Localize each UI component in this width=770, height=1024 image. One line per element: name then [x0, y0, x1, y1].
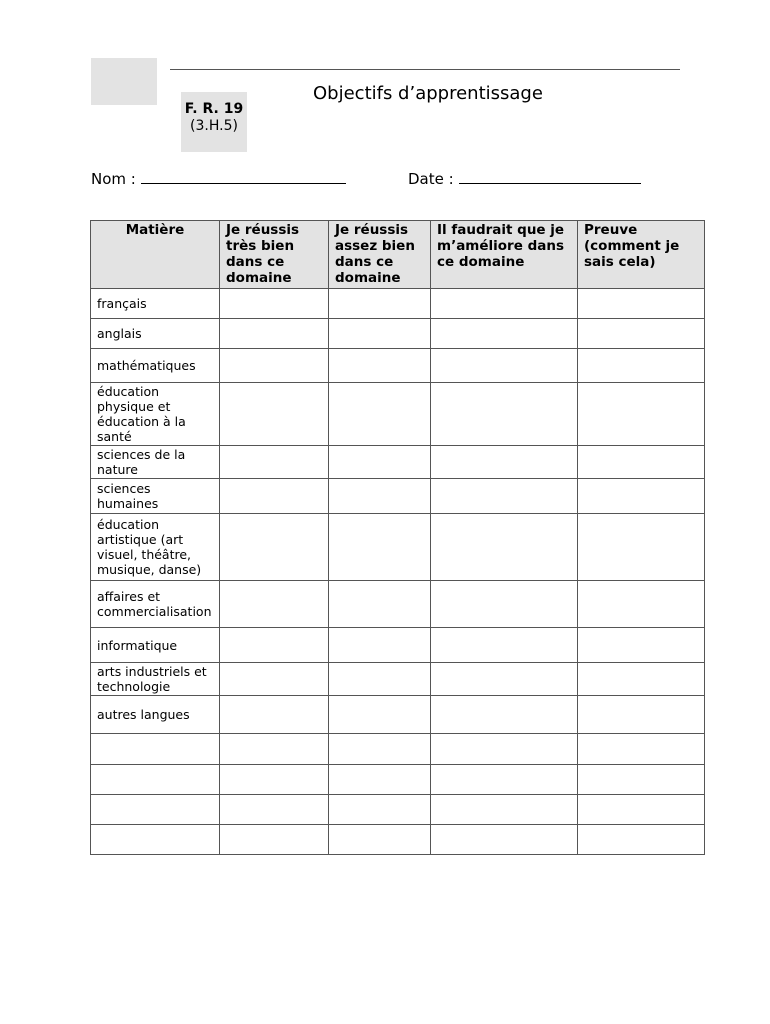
needs-improvement-cell[interactable] [431, 349, 578, 383]
subject-cell: anglais [91, 319, 220, 349]
subject-cell [91, 825, 220, 855]
very-well-cell[interactable] [220, 663, 329, 696]
table-header-row [91, 221, 705, 289]
fairly-well-cell[interactable] [329, 383, 431, 446]
date-field[interactable] [408, 170, 641, 188]
very-well-cell[interactable] [220, 734, 329, 765]
very-well-cell[interactable] [220, 581, 329, 628]
table-row [91, 349, 705, 383]
form-code: F. R. 19 [184, 101, 244, 117]
subject-cell: informatique [91, 628, 220, 663]
table-row [91, 479, 705, 514]
fairly-well-cell[interactable] [329, 825, 431, 855]
table-row [91, 765, 705, 795]
evidence-cell[interactable] [578, 514, 705, 581]
very-well-cell[interactable] [220, 795, 329, 825]
subject-cell: mathématiques [91, 349, 220, 383]
very-well-cell[interactable] [220, 479, 329, 514]
fairly-well-cell[interactable] [329, 514, 431, 581]
fairly-well-cell[interactable] [329, 349, 431, 383]
needs-improvement-cell[interactable] [431, 446, 578, 479]
subject-cell [91, 795, 220, 825]
page-title: Objectifs d’apprentissage [313, 83, 543, 104]
table-row [91, 514, 705, 581]
table-row [91, 446, 705, 479]
evidence-cell[interactable] [578, 289, 705, 319]
name-label: Nom : [91, 170, 136, 188]
needs-improvement-cell[interactable] [431, 479, 578, 514]
header-very-well: Je réussis très bien dans ce domaine [220, 221, 329, 289]
form-section: (3.H.5) [190, 118, 238, 134]
evidence-cell[interactable] [578, 696, 705, 734]
needs-improvement-cell[interactable] [431, 696, 578, 734]
fairly-well-cell[interactable] [329, 446, 431, 479]
evidence-cell[interactable] [578, 349, 705, 383]
subject-cell: éducation physique et éducation à la santé [91, 383, 220, 446]
header-rule [170, 69, 680, 70]
very-well-cell[interactable] [220, 696, 329, 734]
learning-objectives-table [90, 220, 705, 855]
fairly-well-cell[interactable] [329, 765, 431, 795]
needs-improvement-cell[interactable] [431, 319, 578, 349]
subject-cell [91, 765, 220, 795]
table-row [91, 734, 705, 765]
needs-improvement-cell[interactable] [431, 734, 578, 765]
name-blank-line[interactable] [141, 170, 346, 184]
subject-cell: arts industriels et technologie [91, 663, 220, 696]
needs-improvement-cell[interactable] [431, 581, 578, 628]
fairly-well-cell[interactable] [329, 581, 431, 628]
needs-improvement-cell[interactable] [431, 795, 578, 825]
fairly-well-cell[interactable] [329, 734, 431, 765]
very-well-cell[interactable] [220, 825, 329, 855]
table-row [91, 319, 705, 349]
table-row [91, 795, 705, 825]
very-well-cell[interactable] [220, 514, 329, 581]
very-well-cell[interactable] [220, 628, 329, 663]
needs-improvement-cell[interactable] [431, 514, 578, 581]
evidence-cell[interactable] [578, 663, 705, 696]
form-code-box [181, 92, 247, 152]
fairly-well-cell[interactable] [329, 289, 431, 319]
date-label: Date : [408, 170, 454, 188]
header-fairly-well: Je réussis assez bien dans ce domaine [329, 221, 431, 289]
table-row [91, 383, 705, 446]
header-needs-improvement: Il faudrait que je m’améliore dans ce domaine [431, 221, 578, 289]
header-evidence: Preuve (comment je sais cela) [578, 221, 705, 289]
evidence-cell[interactable] [578, 319, 705, 349]
fairly-well-cell[interactable] [329, 628, 431, 663]
subject-cell: affaires et commercialisation [91, 581, 220, 628]
logo-placeholder [91, 58, 157, 105]
table-row [91, 696, 705, 734]
evidence-cell[interactable] [578, 765, 705, 795]
evidence-cell[interactable] [578, 383, 705, 446]
header-subject: Matière [91, 221, 220, 289]
table-body [91, 289, 705, 855]
needs-improvement-cell[interactable] [431, 825, 578, 855]
fairly-well-cell[interactable] [329, 319, 431, 349]
evidence-cell[interactable] [578, 825, 705, 855]
table-row [91, 628, 705, 663]
very-well-cell[interactable] [220, 446, 329, 479]
date-blank-line[interactable] [459, 170, 641, 184]
very-well-cell[interactable] [220, 383, 329, 446]
table-row [91, 289, 705, 319]
fairly-well-cell[interactable] [329, 795, 431, 825]
evidence-cell[interactable] [578, 795, 705, 825]
very-well-cell[interactable] [220, 765, 329, 795]
subject-cell: éducation artistique (art visuel, théâtre, musique, danse) [91, 514, 220, 581]
evidence-cell[interactable] [578, 628, 705, 663]
subject-cell: sciences humaines [91, 479, 220, 514]
very-well-cell[interactable] [220, 319, 329, 349]
subject-cell: sciences de la nature [91, 446, 220, 479]
subject-cell: autres langues [91, 696, 220, 734]
needs-improvement-cell[interactable] [431, 289, 578, 319]
subject-cell [91, 734, 220, 765]
table-row [91, 663, 705, 696]
needs-improvement-cell[interactable] [431, 765, 578, 795]
table-row [91, 581, 705, 628]
subject-cell: français [91, 289, 220, 319]
fairly-well-cell[interactable] [329, 479, 431, 514]
very-well-cell[interactable] [220, 349, 329, 383]
needs-improvement-cell[interactable] [431, 628, 578, 663]
evidence-cell[interactable] [578, 581, 705, 628]
fairly-well-cell[interactable] [329, 663, 431, 696]
name-field[interactable] [91, 170, 346, 188]
evidence-cell[interactable] [578, 734, 705, 765]
very-well-cell[interactable] [220, 289, 329, 319]
table-row [91, 825, 705, 855]
needs-improvement-cell[interactable] [431, 383, 578, 446]
needs-improvement-cell[interactable] [431, 663, 578, 696]
evidence-cell[interactable] [578, 479, 705, 514]
evidence-cell[interactable] [578, 446, 705, 479]
fairly-well-cell[interactable] [329, 696, 431, 734]
